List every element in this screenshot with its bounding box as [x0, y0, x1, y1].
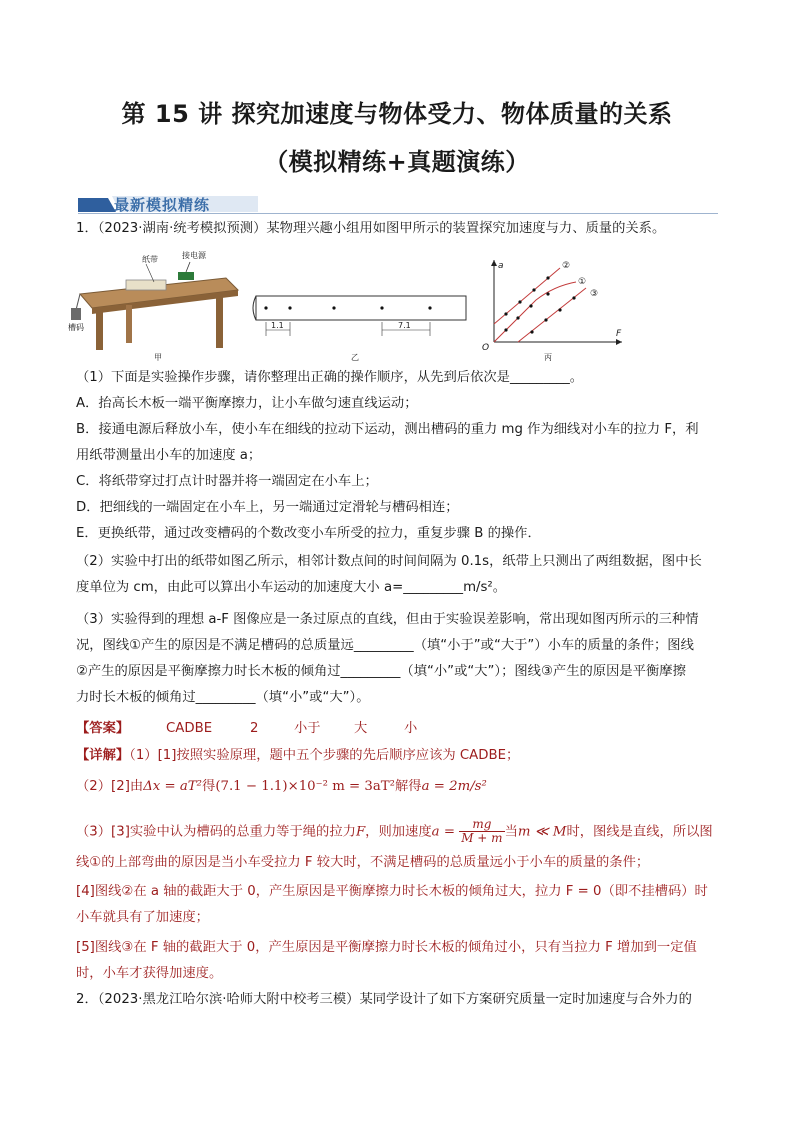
- detail-line3: （3）[3]实验中认为槽码的总重力等于绳的拉力F，则加速度a = $\frac{mg}{M + m}$ 当m ≪ M时，图线是直线，所以图: [76, 817, 713, 845]
- detail-eq2: (7.1 − 1.1)×10⁻² m = 3aT²: [215, 779, 396, 794]
- answer-3: 小于: [294, 721, 321, 736]
- detail-d3-post: 时，图线是直线，所以图: [566, 824, 713, 840]
- detail-d3-a: a: [431, 824, 440, 840]
- q1-option-e: E．更换纸带，通过改变槽码的个数改变小车所受的拉力，重复步骤 B 的操作．: [76, 526, 541, 541]
- answer-1: CADBE: [166, 721, 213, 736]
- graph-line3: ③: [590, 289, 599, 299]
- detail-d2-mid: 得: [202, 779, 216, 794]
- q1-option-a: A．抬高长木板一端平衡摩擦力，让小车做匀速直线运动；: [76, 396, 418, 411]
- label-weight: 槽码: [68, 323, 84, 332]
- graph-line2: ②: [562, 261, 571, 271]
- q1-stem: 1．（2023·湖南·统考模拟预测）某物理兴趣小组用如图甲所示的装置探究加速度与力、质量的关系。: [76, 221, 666, 236]
- page-title: 第 15 讲 探究加速度与物体受力、物体质量的关系: [121, 100, 673, 128]
- q1-part3-line4: 力时长木板的倾角过_________（填“小”或“大”）。: [76, 690, 370, 705]
- q1-option-d: D．把细线的一端固定在小车上，另一端通过定滑轮与槽码相连；: [76, 500, 459, 515]
- detail-eq3: a = 2m/s²: [421, 779, 487, 794]
- graph-line1: ①: [578, 277, 587, 287]
- q1-part3-line1: （3）实验得到的理想 a-F 图像应是一条过原点的直线，但由于实验误差影响，常出现如图丙所示的三种情: [76, 612, 699, 627]
- figure-tape: [253, 296, 466, 362]
- q1-answer: [76, 719, 726, 739]
- tape-d2: 7.1: [398, 321, 411, 330]
- section-title: 最新模拟精练: [114, 196, 211, 214]
- detail-line2: [76, 777, 726, 797]
- answer-2: 2: [250, 721, 259, 736]
- detail-d3-mid: ，则加速度: [365, 824, 432, 840]
- detail-d2-pre: （2）[2]由: [76, 779, 144, 794]
- page-subtitle: （模拟精练+真题演练）: [264, 148, 530, 176]
- q1-part2-line1: （2）实验中打出的纸带如图乙所示，相邻计数点间的时间间隔为 0.1s，纸带上只测出了两组数据，图中长: [76, 554, 702, 569]
- caption-yi: 乙: [351, 353, 359, 362]
- caption-jia: 甲: [154, 353, 162, 362]
- q1-part3-line2: 况，图线①产生的原因是不满足槽码的总质量远_________（填“小于”或“大于”）小车的质量的条件；图线: [76, 638, 694, 653]
- label-power: 接电源: [182, 251, 206, 260]
- answer-label: 【答案】: [76, 721, 130, 736]
- figure-apparatus: [68, 250, 238, 362]
- detail-eq1: Δx = aT²: [143, 779, 203, 794]
- fraction-numerator: mg: [459, 818, 504, 832]
- q2-stem: 2．（2023·黑龙江哈尔滨·哈师大附中校考三模）某同学设计了如下方案研究质量一定时加速度与合外力的: [76, 992, 692, 1007]
- detail-label: 【详解】: [76, 748, 130, 763]
- answer-4: 大: [354, 721, 368, 736]
- q1-option-b-line1: B．接通电源后释放小车，使小车在细线的拉动下运动，测出槽码的重力 mg 作为细线对小车的拉力 F，利: [76, 422, 699, 437]
- q1-option-b-line2: 用纸带测量出小车的加速度 a；: [76, 448, 262, 463]
- caption-bing: 丙: [544, 353, 552, 362]
- graph-origin: O: [482, 343, 490, 353]
- q1-figures: [66, 250, 706, 362]
- detail-d3-F: F: [355, 824, 366, 840]
- q1-part1: （1）下面是实验操作步骤，请你整理出正确的操作顺序，从先到后依次是_________。: [76, 370, 584, 385]
- accel-fraction: [459, 818, 504, 845]
- answer-5: 小: [404, 721, 418, 736]
- q1-part3-line3: ②产生的原因是平衡摩擦力时长木板的倾角过_________（填“小”或“大”）；图线③产生的原因是平衡摩擦: [76, 664, 686, 679]
- detail-d3-when: 当: [504, 824, 518, 840]
- detail-d2-post: 解得: [395, 779, 422, 794]
- detail-line1: [76, 746, 726, 766]
- graph-axis-F: F: [616, 329, 622, 339]
- q1-option-c: C．将纸带穿过打点计时器并将一端固定在小车上；: [76, 474, 378, 489]
- detail-line7: [5]图线③在 F 轴的截距大于 0，产生原因是平衡摩擦力时长木板的倾角过小，只有当拉力 F 增加到一定值: [76, 940, 697, 955]
- label-tape: 纸带: [142, 255, 158, 264]
- detail-line6: 小车就具有了加速度；: [76, 910, 209, 925]
- graph-axis-a: a: [498, 261, 504, 271]
- detail-d3-pre: （3）[3]实验中认为槽码的总重力等于绳的拉力: [76, 824, 356, 840]
- q1-part2-line2: 度单位为 cm，由此可以算出小车运动的加速度大小 a=_________m/s²。: [76, 580, 507, 595]
- tape-d1: 1.1: [271, 321, 284, 330]
- detail-d3-cond: m ≪ M: [517, 824, 567, 840]
- detail-text1: （1）[1]按照实验原理，题中五个步骤的先后顺序应该为 CADBE；: [129, 748, 520, 763]
- detail-line4: 线①的上部弯曲的原因是当小车受拉力 F 较大时，不满足槽码的总质量远小于小车的质量的条件；: [76, 855, 650, 870]
- detail-line8: 时，小车才获得加速度。: [76, 966, 223, 981]
- detail-line5: [4]图线②在 a 轴的截距大于 0，产生原因是平衡摩擦力时长木板的倾角过大，拉力 F = 0（即不挂槽码）时: [76, 884, 708, 899]
- figure-graph: [482, 260, 622, 362]
- fraction-denominator: M + m: [461, 831, 503, 845]
